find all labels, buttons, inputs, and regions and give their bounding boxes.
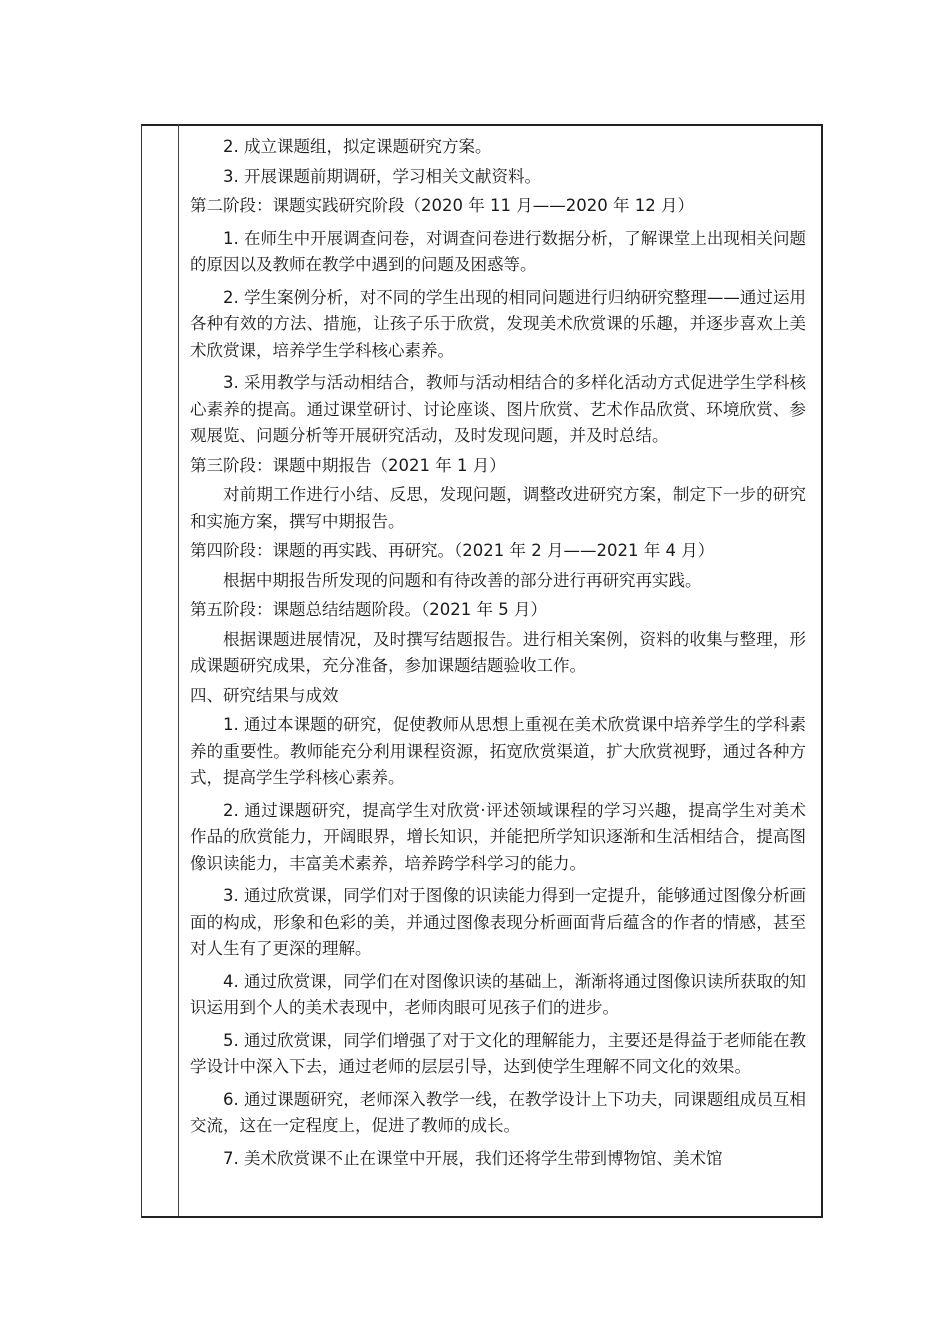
table-column-divider: [178, 124, 179, 1216]
stage1-item3: 3. 开展课题前期调研，学习相关文献资料。: [223, 166, 541, 186]
stage1-item2: 2. 成立课题组，拟定课题研究方案。: [223, 137, 492, 156]
results-item6: 6. 通过课题研究，老师深入教学一线，在教学设计上下功夫，同课题组成员互相交流，这在一定程度上，促进了教师的成长。: [190, 1089, 806, 1135]
stage2-heading: 第二阶段：课题实践研究阶段（2020 年 11 月——2020 年 12 月）: [190, 196, 694, 215]
stage3-heading: 第三阶段：课题中期报告（2021 年 1 月）: [190, 455, 506, 475]
table-content-cell: [190, 134, 806, 1172]
stage2-item2: 2. 学生案例分析，对不同的学生出现的相同问题进行归纳研究整理——通过运用各种有效的方法、措施，让孩子乐于欣赏，发现美术欣赏课的乐趣，并逐步喜欢上美术欣赏课，培养学生学科核心素养。: [190, 287, 806, 360]
stage2-item1: 1. 在师生中开展调查问卷，对调查问卷进行数据分析，了解课堂上出现相关问题的原因以及教师在教学中遇到的问题及困惑等。: [190, 228, 806, 274]
stage5-heading: 第五阶段：课题总结结题阶段。（2021 年 5 月）: [190, 600, 547, 619]
results-item3: 3. 通过欣赏课，同学们对于图像的识读能力得到一定提升，能够通过图像分析画面的构成，形象和色彩的美，并通过图像表现分析画面背后蕴含的作者的情感，甚至对人生有了更深的理解。: [190, 886, 806, 958]
results-item2: 2. 通过课题研究，提高学生对欣赏·评述领域课程的学习兴趣，提高学生对美术作品的欣赏能力，开阔眼界，增长知识，并能把所学知识逐渐和生活相结合，提高图像识读能力，丰富美术素养，培养跨学科学习的能力。: [190, 800, 806, 873]
results-item5: 5. 通过欣赏课，同学们增强了对于文化的理解能力，主要还是得益于老师能在教学设计中深入下去，通过老师的层层引导，达到使学生理解不同文化的效果。: [190, 1030, 806, 1076]
results-item4: 4. 通过欣赏课，同学们在对图像识读的基础上，渐渐将通过图像识读所获取的知识运用到个人的美术表现中，老师肉眼可见孩子们的进步。: [190, 971, 806, 1017]
stage4-heading: 第四阶段：课题的再实践、再研究。（2021 年 2 月——2021 年 4 月）: [190, 541, 715, 560]
stage5-text: 根据课题进展情况，及时撰写结题报告。进行相关案例，资料的收集与整理，形成课题研究成果，充分准备，参加课题结题验收工作。: [190, 629, 806, 675]
results-item7: 7. 美术欣赏课不止在课堂中开展，我们还将学生带到博物馆、美术馆: [223, 1148, 723, 1168]
stage4-text: 根据中期报告所发现的问题和有待改善的部分进行再研究再实践。: [223, 570, 702, 590]
results-item1: 1. 通过本课题的研究，促使教师从思想上重视在美术欣赏课中培养学生的学科素养的重要性。教师能充分利用课程资源，拓宽欣赏渠道，扩大欣赏视野，通过各种方式，提高学生学科核心素养。: [190, 715, 806, 787]
table-right-border: [821, 124, 823, 1216]
stage2-item3: 3. 采用教学与活动相结合，教师与活动相结合的多样化活动方式促进学生学科核心素养的提高。通过课堂研讨、讨论座谈、图片欣赏、艺术作品欣赏、环境欣赏、参观展览、问题分析等开展研究活动，及时发现问题，并及时总结。: [190, 373, 806, 445]
stage3-text: 对前期工作进行小结、反思，发现问题，调整改进研究方案，制定下一步的研究和实施方案，撰写中期报告。: [190, 485, 806, 531]
results-heading: 四、研究结果与成效: [190, 685, 339, 705]
